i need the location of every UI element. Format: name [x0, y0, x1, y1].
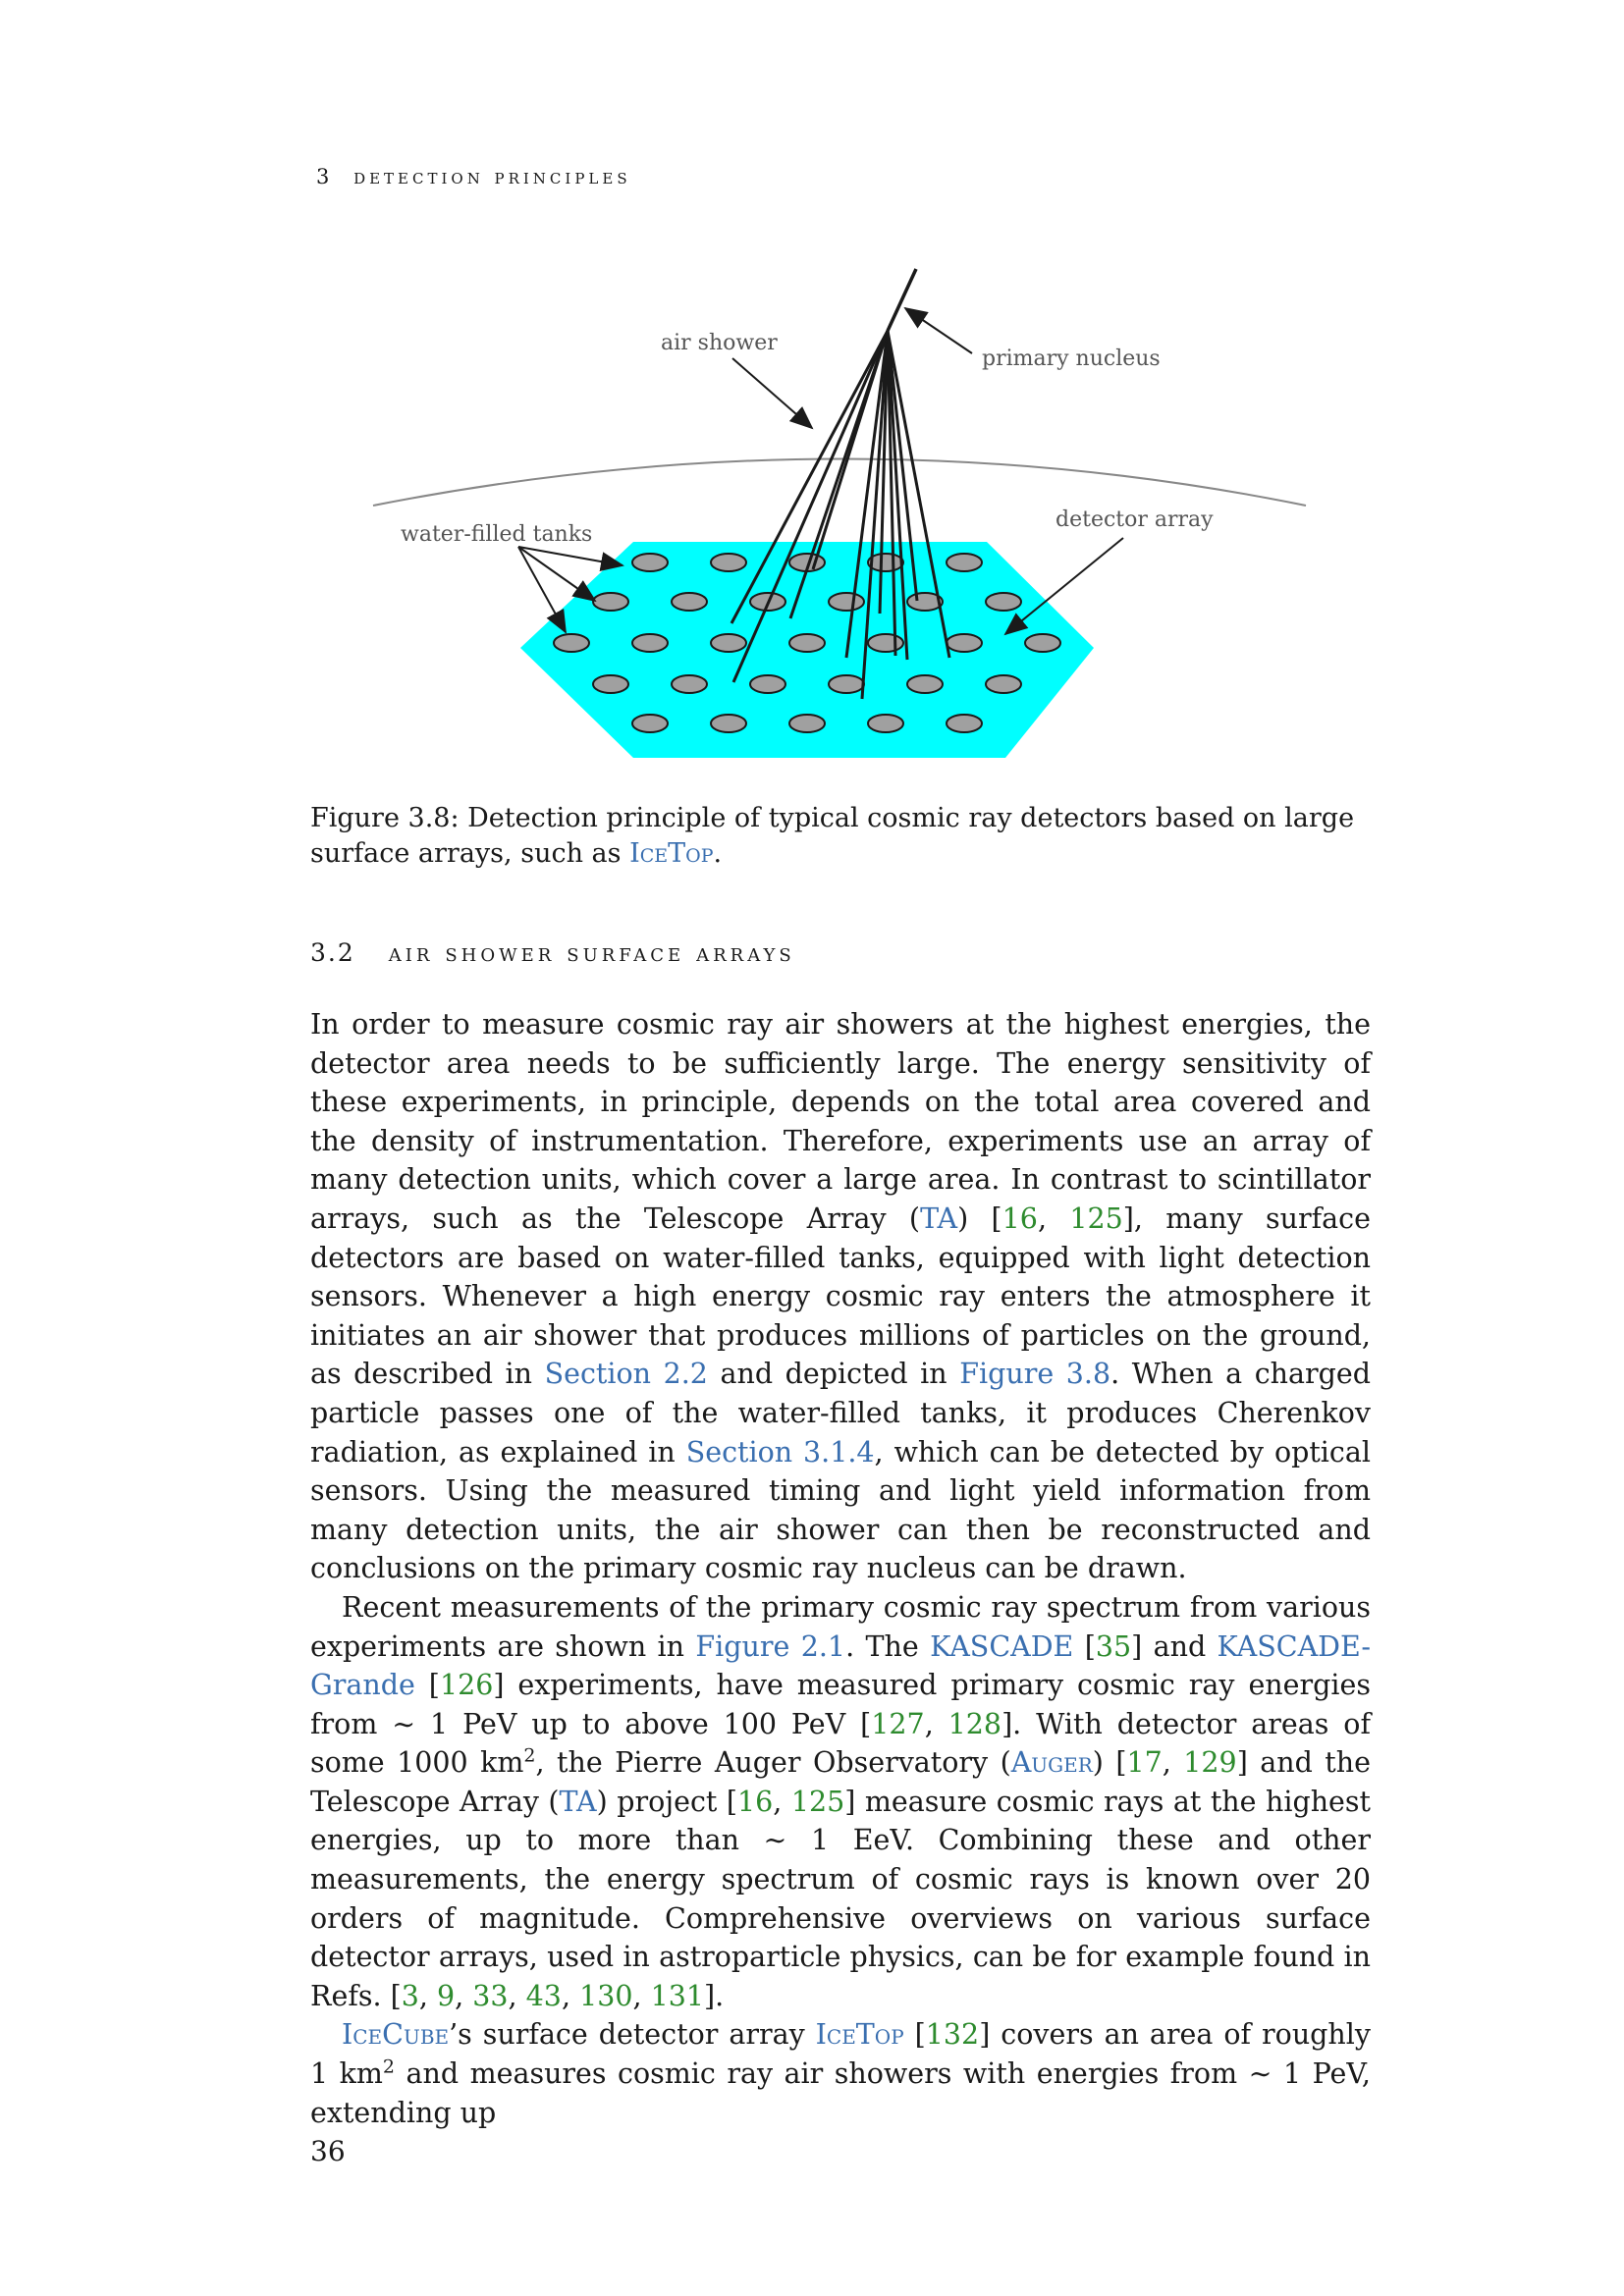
citation-link[interactable]: 129 — [1183, 1746, 1237, 1780]
text-run: , — [924, 1707, 948, 1740]
citation-link[interactable]: 131 — [650, 1979, 704, 2012]
text-run: . When a charged particle passes one of the water-filled tanks, it produces Cherenkov radiation, as explained in — [310, 1358, 1371, 1468]
text-run: ) [ — [957, 1201, 1002, 1235]
body-text — [310, 1005, 1371, 2132]
citation-link[interactable]: 132 — [925, 2018, 980, 2052]
text-run: [ — [1073, 1629, 1096, 1663]
primary-nucleus-label: primary nucleus — [982, 347, 1161, 371]
water-tank — [593, 675, 628, 693]
water-tank — [868, 634, 903, 652]
paragraph-2 — [310, 1588, 1371, 2016]
water-tank — [750, 675, 785, 693]
water-tank — [907, 675, 943, 693]
citation-link[interactable]: 126 — [439, 1669, 494, 1702]
running-head-title: detection principles — [353, 165, 631, 188]
cross-reference-link[interactable]: Section 2.2 — [544, 1358, 708, 1391]
citation-link[interactable]: 9 — [437, 1979, 456, 2012]
text-run: [ — [903, 2018, 926, 2052]
text-run: ] experiments, have measured primary cosmic ray energies from ∼ 1 PeV up to above 100 PeV [ — [310, 1669, 1372, 1740]
water-tank — [632, 634, 668, 652]
cross-reference-link[interactable]: Auger — [1010, 1746, 1093, 1780]
text-run: Recent measurements of the primary cosmic ray spectrum from various experiments are shown in — [310, 1590, 1371, 1663]
primary-nucleus-track — [888, 269, 916, 331]
cross-reference-link[interactable]: IceCube — [342, 2018, 450, 2052]
cross-reference-link[interactable]: KASCADE-Grande — [310, 1629, 1371, 1702]
citation-link[interactable]: 16 — [736, 1785, 774, 1818]
cross-reference-link[interactable]: IceTop — [815, 2018, 904, 2052]
text-run: ]. — [704, 1979, 725, 2012]
citation-link[interactable]: 130 — [579, 1979, 633, 2012]
figure-caption — [310, 801, 1371, 872]
water-tank — [632, 715, 668, 732]
water-tank — [554, 634, 589, 652]
citation-link[interactable]: 17 — [1126, 1746, 1163, 1780]
air-shower-label: air shower — [661, 331, 778, 355]
water-tank — [947, 634, 982, 652]
text-run: , — [632, 1979, 651, 2012]
text-run: ) project [ — [596, 1785, 737, 1818]
water-filled-tanks-label: water-filled tanks — [401, 522, 593, 547]
water-tank — [593, 593, 628, 611]
water-tank — [829, 675, 864, 693]
water-tank — [711, 715, 746, 732]
text-run: , which can be detected by optical sensors. Using the measured timing and light yield information from many detection units, the air shower can then be reconstructed and conclusions on the primary cosmic ray nucleus can be drawn. — [310, 1435, 1371, 1585]
text-run: , — [773, 1785, 791, 1818]
cross-reference-link[interactable]: Figure 3.8 — [959, 1358, 1111, 1391]
cross-reference-link[interactable]: TA — [920, 1201, 958, 1235]
water-tank — [789, 715, 825, 732]
water-tank — [672, 593, 707, 611]
water-tank — [829, 593, 864, 611]
text-run: . The — [845, 1629, 931, 1663]
caption-text: Detection principle of typical cosmic ray detectors based on large surface arrays, such as — [310, 803, 1355, 869]
section-title: air shower surface arrays — [388, 938, 795, 967]
citation-link[interactable]: 128 — [947, 1707, 1002, 1740]
tanks-arrow-2 — [518, 547, 595, 601]
water-tank — [947, 715, 982, 732]
water-tank — [947, 554, 982, 571]
text-run: and measures cosmic ray air showers with energies from ∼ 1 PeV, extending up — [310, 2057, 1371, 2129]
citation-link[interactable]: 43 — [525, 1979, 562, 2012]
citation-link[interactable]: 16 — [1001, 1201, 1038, 1235]
water-tank — [632, 554, 668, 571]
text-run: and depicted in — [707, 1358, 960, 1391]
water-tank — [1025, 634, 1060, 652]
text-run: ) [ — [1092, 1746, 1127, 1780]
text-run: 2 — [523, 1744, 536, 1767]
water-tank — [986, 593, 1021, 611]
cross-reference-link[interactable]: KASCADE — [930, 1629, 1074, 1663]
cross-reference-link[interactable]: Section 3.1.4 — [685, 1435, 875, 1468]
text-run: ] measure cosmic rays at the highest energies, up to more than ∼ 1 EeV. Combining these and other measurements, the energy spectrum of cosmic rays is known over 20 orders of magnitude. Comprehensive overviews on various surface detector arrays, used in astroparticle physics, can be for example found in Refs. [ — [310, 1785, 1372, 2012]
detector-array-label: detector array — [1056, 507, 1214, 532]
page-number: 36 — [310, 2135, 346, 2167]
text-run: , — [508, 1979, 526, 2012]
cross-reference-link[interactable]: Figure 2.1 — [695, 1629, 846, 1663]
citation-link[interactable]: 33 — [472, 1979, 509, 2012]
text-run: ] and — [1131, 1629, 1218, 1663]
paragraph-1 — [310, 1005, 1371, 1588]
air-shower-arrow — [732, 358, 812, 428]
section-heading — [310, 938, 795, 967]
caption-end: . — [713, 838, 723, 869]
paragraph-3 — [310, 2015, 1371, 2132]
text-run: 2 — [382, 2056, 396, 2078]
text-run: ], many surface detectors are based on water-filled tanks, equipped with light detection sensors. Whenever a high energy cosmic ray enters the atmosphere it initiates an air shower that produces millions of particles on the ground, as described in — [310, 1201, 1371, 1391]
text-run: , — [1162, 1746, 1184, 1780]
citation-link[interactable]: 3 — [401, 1979, 419, 2012]
air-shower-figure — [0, 0, 1624, 785]
text-run: [ — [414, 1669, 440, 1702]
citation-link[interactable]: 125 — [1069, 1201, 1123, 1235]
text-run: In order to measure cosmic ray air showers at the highest energies, the detector area needs to be sufficiently large. The energy sensitivity of these experiments, in principle, depends on the total area covered and the density of instrumentation. Therefore, experiments use an array of many detection units, which cover a large area. In contrast to scintillator arrays, such as the Telescope Array ( — [310, 1008, 1371, 1235]
water-tank — [711, 634, 746, 652]
citation-link[interactable]: 127 — [871, 1707, 925, 1740]
caption-icetop-link[interactable]: IceTop — [629, 838, 714, 869]
water-tank — [672, 675, 707, 693]
text-run: ’s surface detector array — [449, 2018, 816, 2052]
water-tank — [789, 634, 825, 652]
tanks-arrow-3 — [518, 547, 566, 632]
text-run: , the Pierre Auger Observatory ( — [535, 1746, 1011, 1780]
text-run: , — [418, 1979, 438, 2012]
text-run: , — [1037, 1201, 1070, 1235]
water-tank — [868, 715, 903, 732]
text-run: ] covers an area of roughly 1 km — [310, 2018, 1371, 2091]
water-tank — [711, 554, 746, 571]
section-number: 3.2 — [310, 938, 355, 967]
cross-reference-link[interactable]: TA — [559, 1785, 597, 1818]
tanks-arrow-1 — [518, 547, 623, 565]
running-head-number: 3 — [316, 165, 330, 188]
citation-link[interactable]: 125 — [790, 1785, 845, 1818]
citation-link[interactable]: 35 — [1095, 1629, 1132, 1663]
text-run: ]. With detector areas of some 1000 km — [310, 1707, 1371, 1780]
text-run: , — [561, 1979, 580, 2012]
text-run: ] and the Telescope Array ( — [310, 1746, 1371, 1818]
text-run: , — [455, 1979, 473, 2012]
caption-label: Figure 3.8: — [310, 803, 460, 833]
water-tank — [986, 675, 1021, 693]
primary-nucleus-arrow — [905, 308, 972, 353]
